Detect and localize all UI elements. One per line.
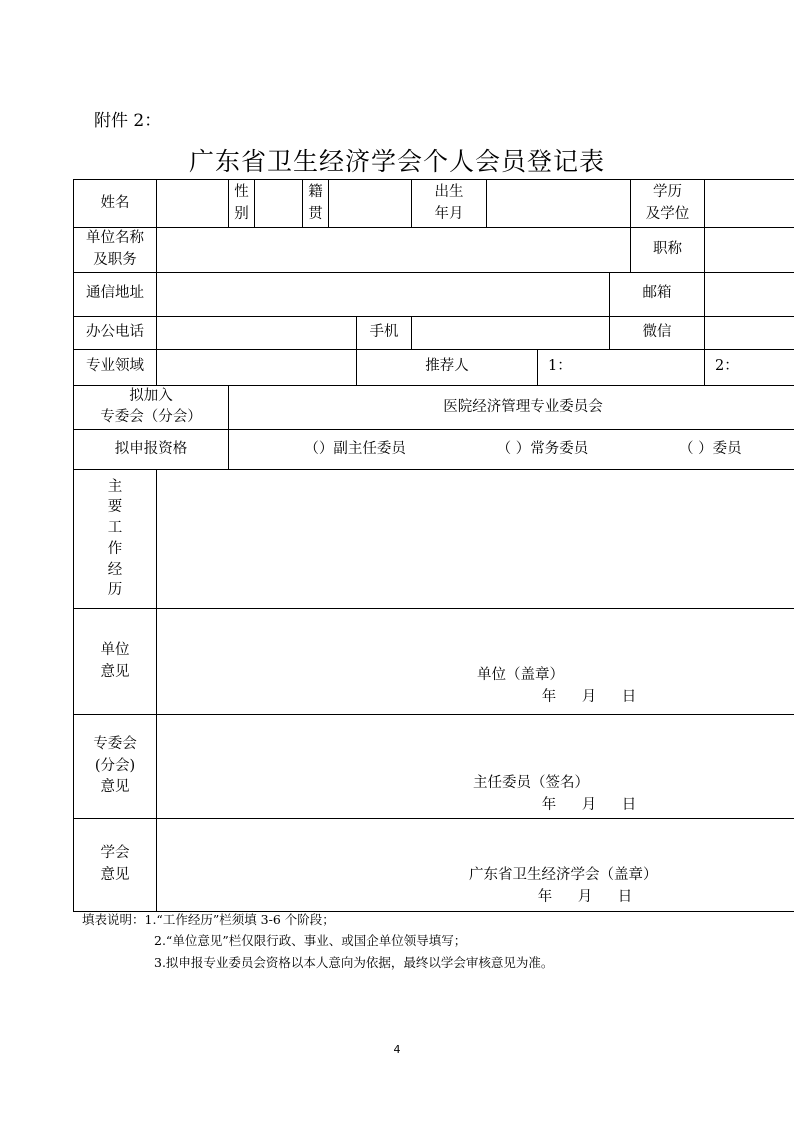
page-number: 4 [393,1043,401,1056]
education-label: 学历 及学位 [631,180,705,228]
note-2: 2.“单位意见”栏仅限行政、事业、或国企单位领导填写； [154,933,467,949]
note-3: 3.拟申报专业委员会资格以本人意向为依据，最终以学会审核意见为准。 [154,954,554,970]
birth-date-label: 出生 年月 [412,180,487,228]
society-opinion-field[interactable] [157,819,794,912]
society-opinion-label: 学会 意见 [74,819,157,912]
education-field[interactable] [705,180,794,228]
unit-seal-label: 单位（盖章） [477,667,564,683]
wechat-label: 微信 [610,316,705,349]
row-phone [74,316,794,349]
unit-label: 单位名称 及职务 [74,228,157,273]
instructions [82,909,553,973]
committee-label: 拟加入 专委会（分会） [74,385,229,430]
mobile-label: 手机 [357,316,412,349]
qualification-label: 拟申报资格 [74,430,229,470]
address-label: 通信地址 [74,272,157,316]
row-unit [74,228,794,273]
option-member[interactable]: （ ）委员 [679,440,742,457]
office-phone-label: 办公电话 [74,316,157,349]
committee-opinion-label: 专委会 (分会) 意见 [74,715,157,819]
row-unit-opinion [74,609,794,715]
name-label: 姓名 [74,180,157,228]
unit-field[interactable] [157,228,631,273]
unit-opinion-date: 年 月 日 [541,689,637,705]
row-basic-info [74,180,794,228]
postcode-field[interactable] [705,272,794,316]
gender-label: 性 别 [229,180,255,228]
row-field-referrer [74,349,794,385]
address-field[interactable] [157,272,610,316]
qualification-options [229,430,794,470]
job-title-label: 职称 [631,228,705,273]
specialty-label: 专业领域 [74,349,157,385]
postcode-label: 邮箱 [610,272,705,316]
referrer-2-field[interactable]: 2： [705,349,794,385]
referrer-1-field[interactable]: 1： [538,349,705,385]
society-seal-label: 广东省卫生经济学会（盖章） [469,867,658,883]
unit-opinion-field[interactable] [157,609,794,715]
registration-form-table [73,179,794,912]
option-standing-member[interactable]: （ ）常务委员 [496,440,589,457]
option-vice-director[interactable]: （）副主任委员 [304,440,406,457]
referrer-label: 推荐人 [357,349,538,385]
row-society-opinion [74,819,794,912]
committee-opinion-date: 年 月 日 [541,797,637,813]
name-field[interactable] [157,180,229,228]
birth-date-field[interactable] [487,180,631,228]
native-place-field[interactable] [329,180,412,228]
office-phone-field[interactable] [157,316,357,349]
society-opinion-date: 年 月 日 [537,889,633,905]
gender-field[interactable] [255,180,303,228]
row-qualification [74,430,794,470]
specialty-field[interactable] [157,349,357,385]
work-history-label: 主 要 工 作 经 历 [74,470,157,609]
row-address [74,272,794,316]
mobile-field[interactable] [412,316,610,349]
attachment-label: 附件 2： [94,111,162,131]
director-signature-label: 主任委员（签名） [473,775,589,791]
note-1: 填表说明：1.“工作经历”栏须填 3-6 个阶段； [82,912,335,927]
job-title-field[interactable] [705,228,794,273]
wechat-field[interactable] [705,316,794,349]
work-history-field[interactable] [157,470,794,609]
committee-opinion-field[interactable] [157,715,794,819]
native-place-label: 籍 贯 [303,180,329,228]
committee-value: 医院经济管理专业委员会 [229,385,794,430]
unit-opinion-label: 单位 意见 [74,609,157,715]
row-work-history [74,470,794,609]
row-committee-opinion [74,715,794,819]
form-title: 广东省卫生经济学会个人会员登记表 [188,147,605,176]
row-committee [74,385,794,430]
